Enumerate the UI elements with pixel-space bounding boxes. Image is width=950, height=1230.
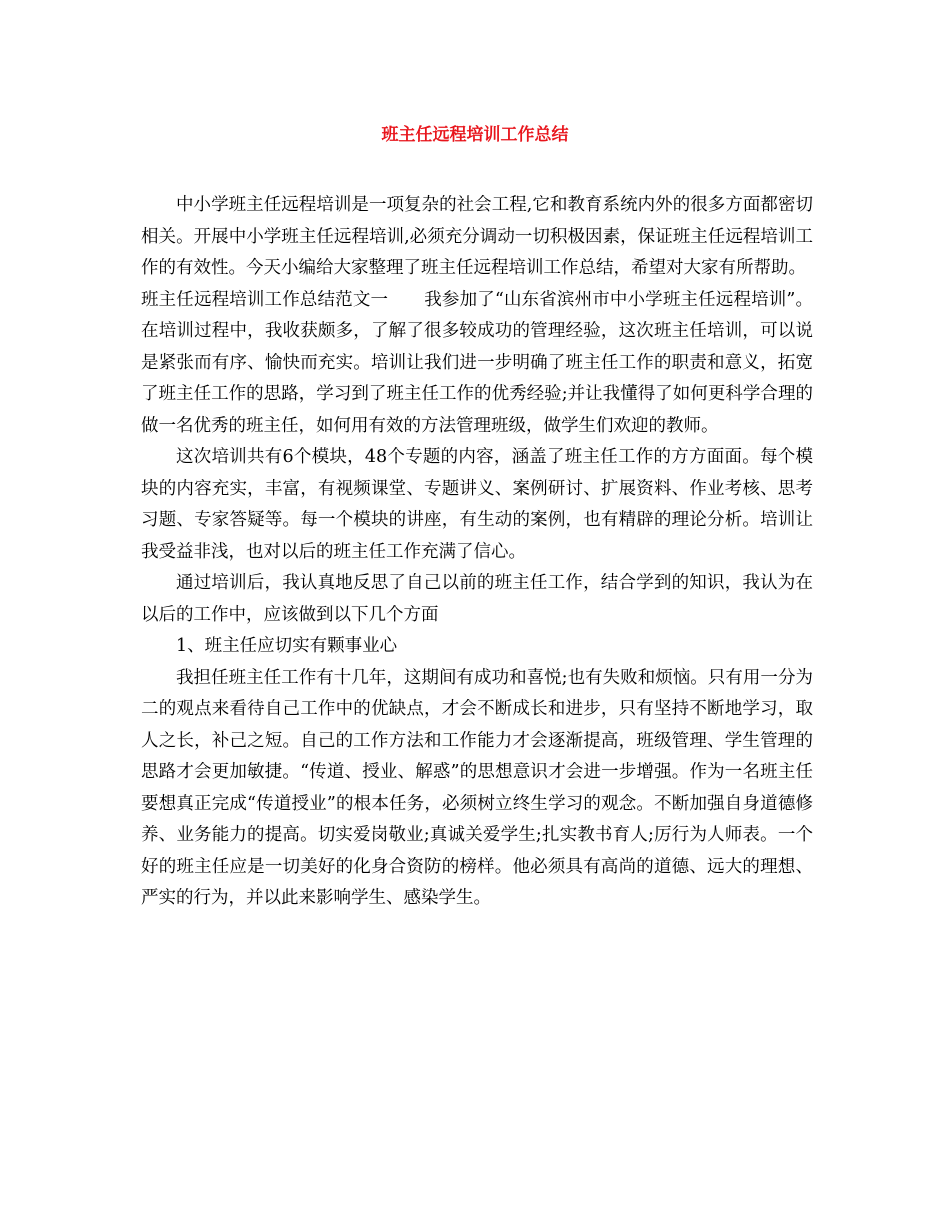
section-paragraph — [141, 285, 813, 443]
document-title: 班主任远程培训工作总结 — [381, 125, 569, 145]
career-paragraph: 我担任班主任工作有十几年，这期间有成功和喜悦;也有失败和烦恼。只有用一分为二的观点来看待自己工作中的优缺点，才会不断成长和进步，只有坚持不断地学习，取人之长，补己之短。自己的工作方法和工作能力才会逐渐提高，班级管理、学生管理的思路才会更加敏捷。“传道、授业、解惑”的思想意识才会进一步增强。作为一名班主任要想真正完成“传道授业”的根本任务，必须树立终生学习的观念。不断加强自身道德修养、业务能力的提高。切实爱岗敬业;真诚关爱学生;扎实教书育人;厉行为人师表。一个好的班主任应是一切美好的化身合资防的榜样。他必须具有高尚的道德、远大的理想、严实的行为，并以此来影响学生、感染学生。 — [141, 667, 813, 908]
section-first-text: 我参加了“山东省滨州市中小学班主任远程培训”。在培训过程中，我收获颇多，了解了很多较成功的管理经验，这次班主任培训，可以说是紧张而有序、愉快而充实。培训让我们进一步明确了班主任工作的职责和意义，拓宽了班主任工作的思路，学习到了班主任工作的优秀经验;并让我懂得了如何更科学合理的做一名优秀的班主任，如何用有效的方法管理班级，做学生们欢迎的教师。 — [141, 289, 813, 436]
point-1-heading: 1、班主任应切实有颗事业心 — [176, 636, 398, 656]
modules-paragraph: 这次培训共有6个模块，48个专题的内容，涵盖了班主任工作的方方面面。每个模块的内容充实，丰富，有视频课堂、专题讲义、案例研讨、扩展资料、作业考核、思考习题、专家答疑等。每一个模块的讲座，有生动的案例，也有精辟的理论分析。培训让我受益非浅，也对以后的班主任工作充满了信心。 — [141, 447, 813, 562]
reflection-paragraph: 通过培训后，我认真地反思了自己以前的班主任工作，结合学到的知识，我认为在以后的工作中，应该做到以下几个方面 — [141, 573, 813, 625]
document-body — [141, 190, 813, 915]
section-heading: 班主任远程培训工作总结范文一 — [141, 289, 389, 310]
intro-paragraph: 中小学班主任远程培训是一项复杂的社会工程,它和教育系统内外的很多方面都密切相关。开展中小学班主任远程培训,必须充分调动一切积极因素，保证班主任远程培训工作的有效性。今天小编给大家整理了班主任远程培训工作总结，希望对大家有所帮助。 — [141, 195, 813, 278]
